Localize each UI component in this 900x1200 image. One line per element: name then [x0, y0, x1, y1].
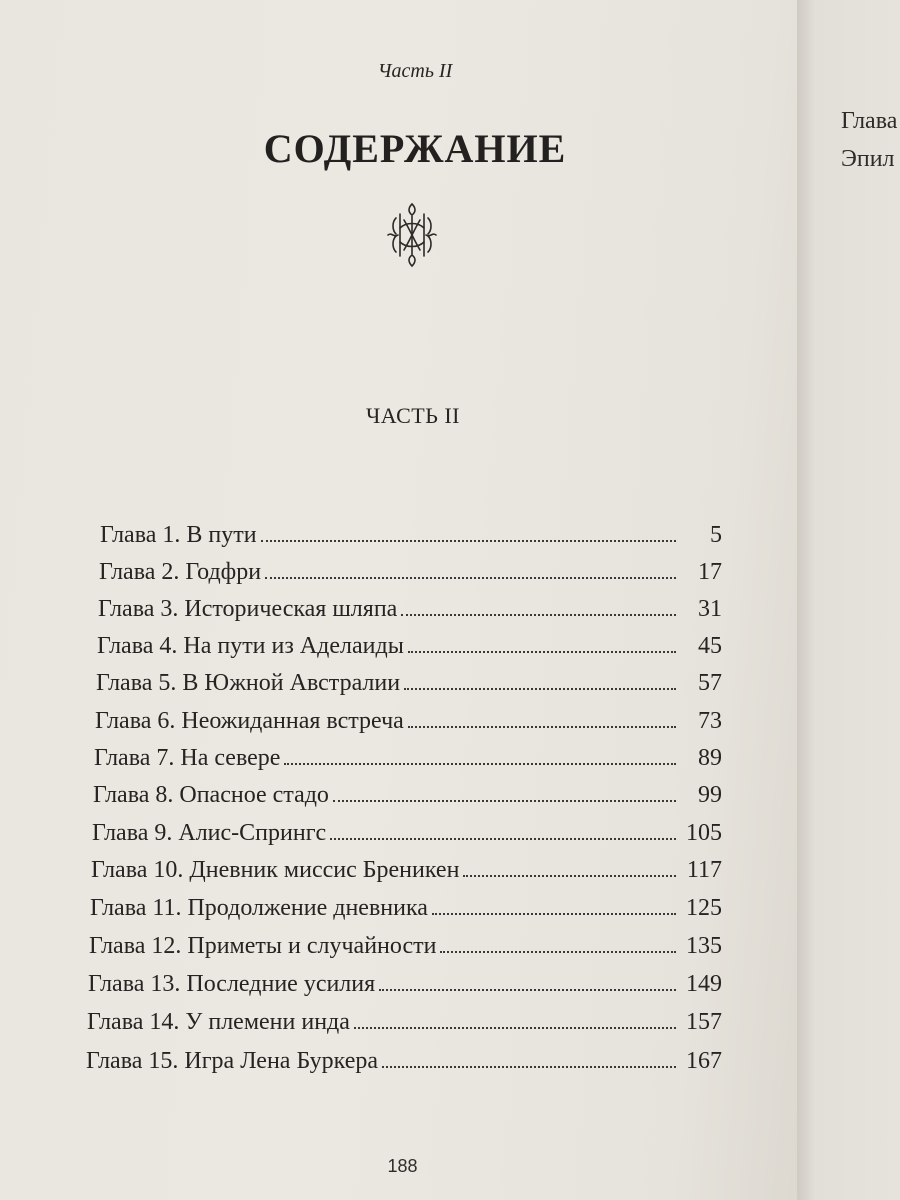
toc-entry-page: 125 [686, 895, 722, 921]
toc-entry-page: 5 [710, 522, 722, 548]
toc-entry[interactable] [88, 960, 722, 996]
dot-leader [333, 800, 676, 802]
page-title: СОДЕРЖАНИЕ [263, 126, 567, 171]
toc-entry-title: Глава 8. Опасное стадо [93, 782, 329, 808]
toc-entry-title: Глава 3. Историческая шляпа [98, 596, 398, 622]
toc-entry[interactable] [90, 884, 722, 920]
toc-entry-title: Глава 11. Продолжение дневника [90, 895, 428, 921]
dot-leader [401, 614, 676, 616]
toc-entry-page: 117 [686, 857, 722, 883]
toc-entry-title: Глава 15. Игра Лена Буркера [86, 1048, 379, 1074]
toc-entry-title: Глава 4. На пути из Аделаиды [97, 633, 404, 659]
toc-entry-title: Глава 7. На севере [94, 745, 281, 771]
toc-entry-title: Глава 13. Последние усилия [88, 971, 376, 997]
toc-entry-title: Глава 6. Неожиданная встреча [95, 708, 404, 734]
toc-entry-page: 99 [698, 782, 722, 808]
toc-entry[interactable] [99, 548, 722, 584]
toc-entry-title: Глава 2. Годфри [99, 559, 262, 585]
toc-entry-title: Глава 5. В Южной Австралии [96, 670, 401, 696]
dot-leader [408, 726, 676, 728]
toc-entry-page: 73 [698, 708, 722, 734]
dot-leader [382, 1066, 676, 1068]
toc-entry-title: Глава 1. В пути [100, 522, 257, 548]
toc-entry[interactable] [95, 697, 722, 733]
dot-leader [379, 989, 676, 991]
toc-entry-page: 149 [686, 971, 722, 997]
dot-leader [432, 913, 676, 915]
page-number: 188 [387, 1156, 418, 1176]
toc-entry[interactable] [91, 846, 722, 882]
toc-entry-page: 167 [686, 1048, 722, 1074]
dot-leader [440, 951, 676, 953]
dot-leader [284, 763, 676, 765]
toc-entry-title: Глава 10. Дневник миссис Бреникен [91, 857, 460, 883]
toc-entry-page: 31 [698, 596, 722, 622]
toc-entry-page: 45 [698, 633, 722, 659]
part-heading: ЧАСТЬ II [366, 403, 460, 428]
running-head: Часть II [377, 60, 453, 82]
dot-leader [408, 651, 676, 653]
toc-entry[interactable] [100, 511, 722, 547]
toc-entry-page: 57 [698, 670, 722, 696]
dot-leader [261, 540, 676, 542]
dot-leader [404, 688, 676, 690]
facing-page-line: Глава [841, 108, 898, 134]
toc-entry[interactable] [93, 771, 722, 807]
toc-entry-page: 89 [698, 745, 722, 771]
toc-entry[interactable] [98, 585, 722, 621]
facing-page-line: Эпил [841, 146, 895, 172]
facing-page [797, 0, 900, 1200]
toc-entry-page: 135 [686, 933, 722, 959]
toc-entry-page: 157 [686, 1009, 722, 1035]
toc-entry[interactable] [92, 809, 722, 845]
dot-leader [463, 875, 676, 877]
toc-entry[interactable] [87, 998, 722, 1034]
toc-entry-page: 105 [686, 820, 722, 846]
toc-entry[interactable] [86, 1037, 722, 1073]
dot-leader [330, 838, 676, 840]
toc-entry[interactable] [94, 734, 722, 770]
toc-entry[interactable] [89, 922, 722, 958]
toc-entry-page: 17 [698, 559, 722, 585]
toc-entry-title: Глава 14. У племени инда [87, 1009, 350, 1035]
toc-entry-title: Глава 12. Приметы и случайности [89, 933, 437, 959]
dot-leader [354, 1027, 676, 1029]
toc-entry[interactable] [97, 622, 722, 658]
dot-leader [265, 577, 676, 579]
toc-entry[interactable] [96, 659, 722, 695]
toc-entry-title: Глава 9. Алис-Спрингс [92, 820, 327, 846]
